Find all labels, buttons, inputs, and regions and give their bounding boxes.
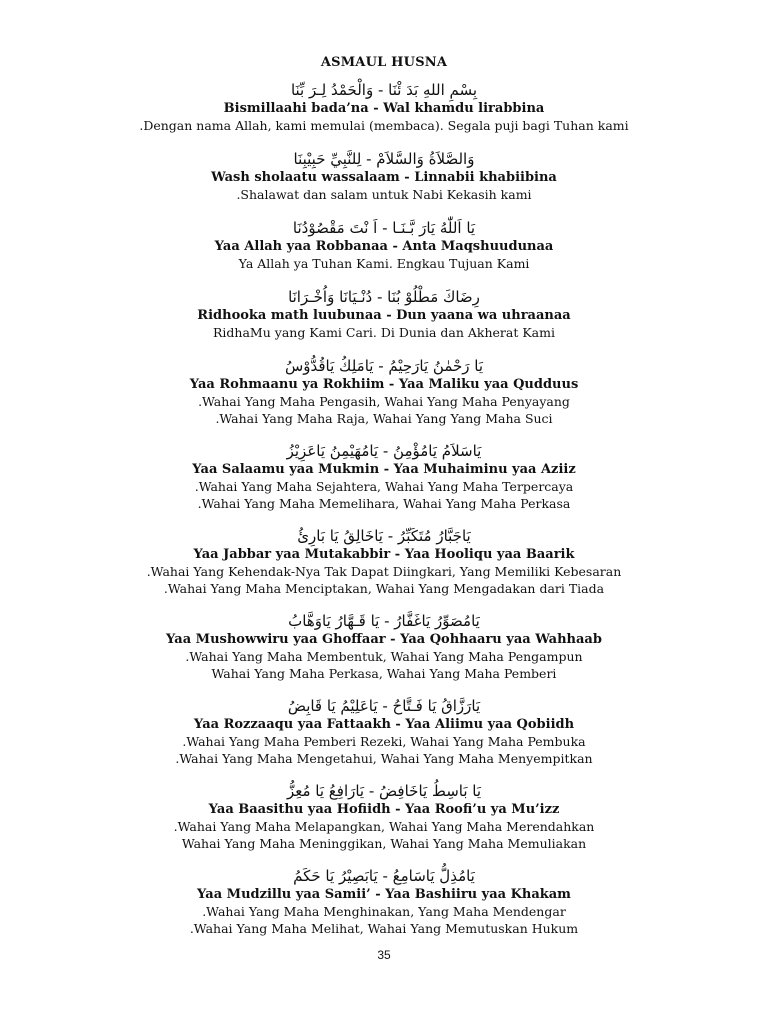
verse-block xyxy=(0,219,768,272)
translation-line: .Wahai Yang Maha Membentuk, Wahai Yang Maha Pengampun xyxy=(185,649,583,664)
latin-line: Yaa Baasithu yaa Hofiidh - Yaa Roofi’u ya Mu’izz xyxy=(208,802,560,817)
verse-block xyxy=(0,697,768,767)
latin-line: Yaa Rozzaaqu yaa Fattaakh - Yaa Aliimu yaa Qobiidh xyxy=(193,717,575,732)
latin-line: Yaa Salaamu yaa Mukmin - Yaa Muhaiminu yaa Aziiz xyxy=(192,462,576,477)
latin-line: Yaa Mudzillu yaa Samii’ - Yaa Bashiiru yaa Khakam xyxy=(197,887,571,902)
translation-line: .Wahai Yang Maha Raja, Wahai Yang Yang Maha Suci xyxy=(215,411,553,426)
arabic-line: يَامُصَوِّرُ يَاغَفَّارُ - يَا قَـهَّارُ يَاوَهَّابُ xyxy=(288,612,480,630)
verse-block xyxy=(0,867,768,937)
translation-line: .Wahai Yang Kehendak-Nya Tak Dapat Diingkari, Yang Memiliki Kebesaran xyxy=(146,564,622,579)
translation-line: RidhaMu yang Kami Cari. Di Dunia dan Akherat Kami xyxy=(213,325,555,340)
verse-block xyxy=(0,612,768,682)
latin-line: Yaa Allah yaa Robbanaa - Anta Maqshuudunaa xyxy=(214,239,554,254)
translation-line: .Dengan nama Allah, kami memulai (membaca). Segala puji bagi Tuhan kami xyxy=(139,118,629,133)
translation-line: Ya Allah ya Tuhan Kami. Engkau Tujuan Kami xyxy=(238,256,530,271)
translation-line: .Shalawat dan salam untuk Nabi Kekasih kami xyxy=(236,187,532,202)
latin-line: Wash sholaatu wassalaam - Linnabii khabiibina xyxy=(211,170,557,185)
verse-block xyxy=(0,442,768,512)
arabic-line: وَالصَّلاَةُ وَالسَّلاَمْ - لِلنَّبِيِّ حَبِيْبِنَا xyxy=(293,150,475,168)
translation-line: .Wahai Yang Maha Sejahtera, Wahai Yang Maha Terpercaya xyxy=(194,479,574,494)
arabic-line: يَا بَاسِطُ يَاخَافِضُ - يَارَافِعُ يَا مُعِزُّ xyxy=(286,782,482,800)
arabic-line: يَاجَبَّارُ مُتَكَبِّرُ - يَاخَالِقُ يَا بَارِئُ xyxy=(297,527,471,545)
translation-line: .Wahai Yang Maha Melihat, Wahai Yang Memutuskan Hukum xyxy=(189,921,579,936)
latin-line: Yaa Rohmaanu ya Rokhiim - Yaa Maliku yaa Qudduus xyxy=(189,377,579,392)
translation-line: .Wahai Yang Maha Melapangkan, Wahai Yang Maha Merendahkan xyxy=(173,819,595,834)
latin-line: Ridhooka math luubunaa - Dun yaana wa uhraanaa xyxy=(197,308,571,323)
translation-line: .Wahai Yang Maha Menghinakan, Yang Maha Mendengar xyxy=(202,904,566,919)
latin-line: Bismillaahi bada’na - Wal khamdu lirabbina xyxy=(223,101,545,116)
page-title: ASMAUL HUSNA xyxy=(320,55,448,70)
translation-line: .Wahai Yang Maha Menciptakan, Wahai Yang Mengadakan dari Tiada xyxy=(163,581,605,596)
verse-block xyxy=(0,288,768,341)
arabic-line: رِضَاكَ مَطْلُوْ بُنَا - دُنْـيَانَا وَاُخْـرَانَا xyxy=(288,288,480,306)
translation-line: Wahai Yang Maha Perkasa, Wahai Yang Maha Pemberi xyxy=(211,666,557,681)
page-number: 35 xyxy=(377,948,391,962)
arabic-line: يَامُذِلُّ يَاسَامِعُ - يَابَصِيْرُ يَا حَكَمُ xyxy=(293,867,475,885)
arabic-line: يَا رَحْمٰنُ يَارَحِيْمُ - يَامَلِكُ يَاقُدُّوْسُ xyxy=(284,357,484,375)
verse-block xyxy=(0,357,768,427)
verse-block xyxy=(0,150,768,203)
arabic-line: يَاسَلاَمُ يَامُؤْمِنُ - يَامُهَيْمِنُ يَاعَزِيْزُ xyxy=(286,442,482,460)
verse-block xyxy=(0,782,768,852)
verse-block xyxy=(0,527,768,597)
latin-line: Yaa Mushowwiru yaa Ghoffaar - Yaa Qohhaaru yaa Wahhaab xyxy=(166,632,602,647)
translation-line: .Wahai Yang Maha Pemberi Rezeki, Wahai Yang Maha Pembuka xyxy=(182,734,586,749)
verse-block xyxy=(0,81,768,134)
arabic-line: يَا اَللّٰهُ يَارَ بَّـنَـا - اَ نْتَ مَقْصُوْدُنَا xyxy=(292,219,476,237)
arabic-line: يَارَزَّاقُ يَا فَـتَّاحُ - يَاعَلِيْمُ يَا قَابِضُ xyxy=(287,697,481,715)
arabic-line: بِسْمِ اللهِ بَدَ ئْنَا - وَالْحَمْدُ لِـرَ بِّنَا xyxy=(290,81,478,99)
translation-line: .Wahai Yang Maha Mengetahui, Wahai Yang Maha Menyempitkan xyxy=(175,751,593,766)
translation-line: Wahai Yang Maha Meninggikan, Wahai Yang Maha Memuliakan xyxy=(181,836,587,851)
translation-line: .Wahai Yang Maha Pengasih, Wahai Yang Maha Penyayang xyxy=(198,394,570,409)
latin-line: Yaa Jabbar yaa Mutakabbir - Yaa Hooliqu yaa Baarik xyxy=(193,547,575,562)
translation-line: .Wahai Yang Maha Memelihara, Wahai Yang Maha Perkasa xyxy=(197,496,571,511)
